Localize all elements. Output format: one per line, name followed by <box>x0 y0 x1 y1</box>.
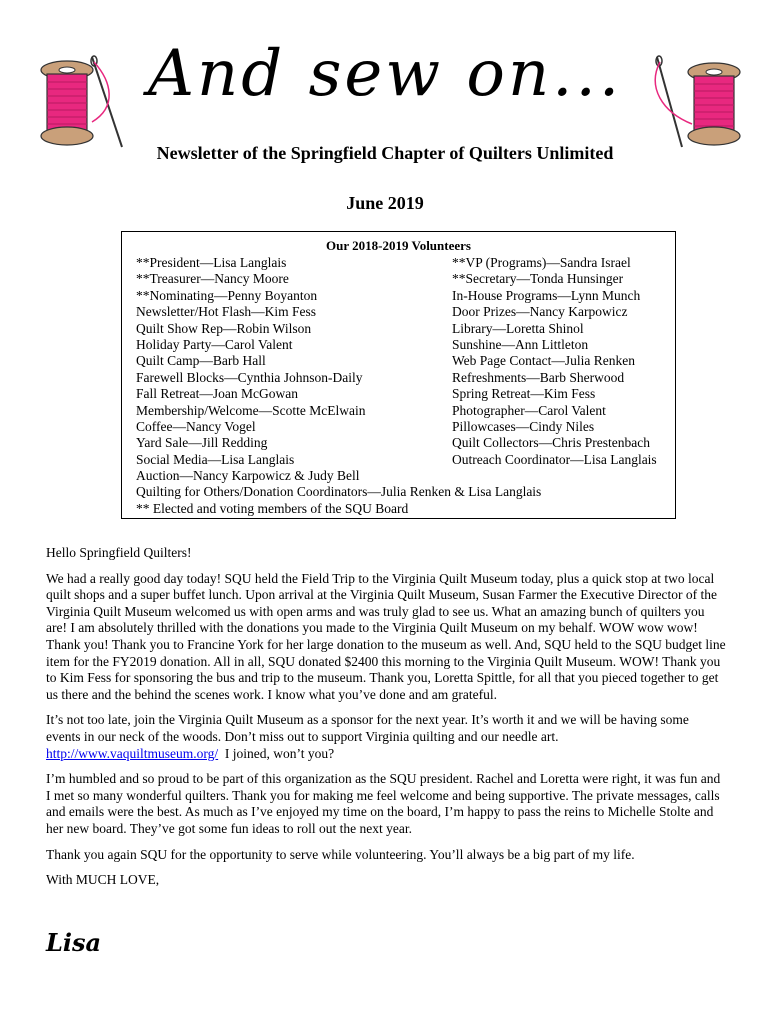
volunteer-entry: **Secretary—Tonda Hunsinger <box>452 271 624 287</box>
volunteer-entry: Quilt Show Rep—Robin Wilson <box>136 320 312 336</box>
letter-greeting: Hello Springfield Quilters! <box>46 545 192 560</box>
volunteer-entry: **VP (Programs)—Sandra Israel <box>452 255 631 270</box>
letter-paragraph: We had a really good day today! SQU held the Field Trip to the Virginia Quilt Museum today, plus a quick stop at two local quilt shops and a super buffet lunch. Upon arrival at the Virginia Quilt Museum, Susan Farmer the Executive Director of the Virginia Quilt Museum welcomed us with open arms and was truly glad to see us. What an amazing bunch of quilters you are! I am absolutely thrilled with the donations you made to the Virginia Quilt Museum on my behalf. WOW wow wow! Thank you! Thank you to Francine York for her large donation to the museum as well. And, SQU held to the SQU budget line item for the FY2019 donation. All in all, SQU donated $2400 this morning to the Virginia Quilt Museum. WOW! Thank you to Kim Fess for sponsoring the bus and trip to the museum. Thank you, Loretta Spittle, for all that you pieced together to get us there and the behind the scenes work. I know what you’ve done and am grateful. <box>46 570 726 702</box>
museum-link[interactable]: http://www.vaquiltmuseum.org/ <box>46 745 219 761</box>
volunteer-entry: Refreshments—Barb Sherwood <box>452 369 625 385</box>
volunteer-entry: Membership/Welcome—Scotte McElwain <box>136 402 366 418</box>
volunteer-entry: Quilting for Others/Donation Coordinators—Julia Renken & Lisa Langlais <box>136 484 542 500</box>
volunteer-entry: **President—Lisa Langlais <box>136 255 287 270</box>
volunteer-entry: Holiday Party—Carol Valent <box>136 337 293 353</box>
volunteers-box <box>121 231 676 519</box>
letter-closing: With MUCH LOVE, <box>46 872 160 888</box>
volunteer-entry: Sunshine—Ann Littleton <box>452 337 589 353</box>
volunteer-entry: Fall Retreat—Joan McGowan <box>136 386 298 402</box>
volunteers-left-column <box>136 255 456 468</box>
volunteer-entry: Outreach Coordinator—Lisa Langlais <box>452 451 657 467</box>
volunteer-entry: Yard Sale—Jill Redding <box>136 435 268 451</box>
newsletter-subtitle: Newsletter of the Springfield Chapter of Quilters Unlimited <box>156 143 614 163</box>
president-letter <box>46 545 726 898</box>
thread-spool-icon <box>22 52 132 152</box>
volunteer-entry: Social Media—Lisa Langlais <box>136 451 295 467</box>
letter-paragraph: I’m humbled and so proud to be part of this organization as the SQU president. Rachel and Loretta were right, it was fun and I met so many wonderful quilters. Thank you for making me feel welcome and being supportive. The private messages, calls and emails were the best. As much as I’ve enjoyed my time on the board, I’m happy to pass the reins to Michelle Stolte and her new board. They’ve got some fun ideas to roll out the next year. <box>46 771 721 836</box>
volunteers-right-column <box>452 255 677 468</box>
volunteer-entry: Spring Retreat—Kim Fess <box>452 386 596 402</box>
volunteer-entry: **Treasurer—Nancy Moore <box>136 271 289 287</box>
volunteer-entry: Auction—Nancy Karpowicz & Judy Bell <box>136 468 360 483</box>
signature: Lisa <box>46 928 102 957</box>
volunteer-entry: Library—Loretta Shinol <box>452 320 584 336</box>
letter-paragraph-text: It’s not too late, join the Virginia Quilt Museum as a sponsor for the next year. It’s worth it and we will be having some events in our neck of the woods. Don’t miss out to support Virginia quilting and our needle art. <box>46 712 689 744</box>
issue-date: June 2019 <box>346 193 424 213</box>
volunteer-entry: Farewell Blocks—Cynthia Johnson-Daily <box>136 369 363 385</box>
letter-paragraph: Thank you again SQU for the opportunity to serve while volunteering. You’ll always be a big part of my life. <box>46 846 635 862</box>
volunteer-entry: Quilt Collectors—Chris Prestenbach <box>452 435 650 451</box>
volunteer-entry: Coffee—Nancy Vogel <box>136 419 256 435</box>
volunteer-entry: Quilt Camp—Barb Hall <box>136 353 266 369</box>
volunteers-full-width <box>136 468 541 517</box>
thread-spool-icon <box>642 52 752 152</box>
volunteers-title: Our 2018-2019 Volunteers <box>326 238 471 253</box>
newsletter-masthead-title: And sew on... <box>147 37 623 111</box>
volunteer-entry: Door Prizes—Nancy Karpowicz <box>452 304 628 320</box>
volunteer-entry: Web Page Contact—Julia Renken <box>452 353 635 369</box>
volunteer-entry: In-House Programs—Lynn Munch <box>452 287 641 303</box>
letter-paragraph-text: I joined, won’t you? <box>218 745 335 761</box>
volunteer-entry: Newsletter/Hot Flash—Kim Fess <box>136 304 316 320</box>
volunteer-entry: **Nominating—Penny Boyanton <box>136 287 318 303</box>
volunteer-entry: Photographer—Carol Valent <box>452 402 606 418</box>
letter-paragraph <box>46 712 726 762</box>
volunteer-entry: Pillowcases—Cindy Niles <box>452 419 595 435</box>
board-footnote: ** Elected and voting members of the SQU Board <box>136 500 409 516</box>
